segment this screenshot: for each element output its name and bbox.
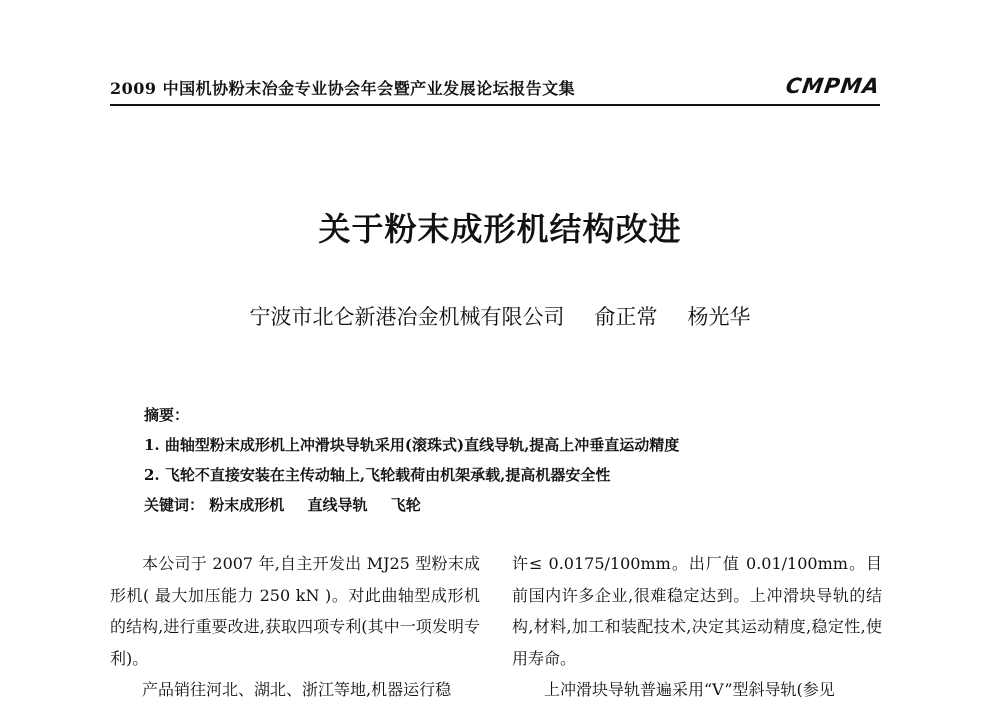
keywords-label: 关键词： xyxy=(144,496,205,514)
author-1: 俞正常 xyxy=(594,305,658,329)
body-column-right xyxy=(512,548,882,706)
cmpma-logo: CMPMA xyxy=(784,74,882,98)
author-2: 杨光华 xyxy=(687,305,751,329)
keywords-row xyxy=(144,494,679,515)
keyword-2: 直线导轨 xyxy=(307,496,368,514)
keyword-3: 飞轮 xyxy=(390,496,421,514)
abstract-item-1: 1. 曲轴型粉末成形机上冲滑块导轨采用(滚珠式)直线导轨,提高上冲垂直运动精度 xyxy=(144,436,680,454)
affiliation-line xyxy=(0,301,1000,331)
abstract xyxy=(144,404,679,515)
running-header: 2009 中国机协粉末冶金专业协会年会暨产业发展论坛报告文集 xyxy=(110,79,576,98)
paper-title: 关于粉末成形机结构改进 xyxy=(318,210,682,248)
left-paragraph-2: 产品销往河北、湖北、浙江等地,机器运行稳 xyxy=(142,680,452,699)
header-rule xyxy=(110,104,880,106)
abstract-item-2: 2. 飞轮不直接安装在主传动轴上,飞轮载荷由机架承载,提高机器安全性 xyxy=(144,466,611,484)
keyword-1: 粉末成形机 xyxy=(209,496,285,514)
right-paragraph-2: 上冲滑块导轨普遍采用“V”型斜导轨(参见 xyxy=(544,680,835,699)
left-paragraph-1: 本公司于 2007 年,自主开发出 MJ25 型粉末成形机( 最大加压能力 250 kN )。对此曲轴型成形机的结构,进行重要改进,获取四项专利(其中一项发明专利)。 xyxy=(110,554,480,668)
organization: 宁波市北仑新港冶金机械有限公司 xyxy=(249,305,565,329)
abstract-heading: 摘要： xyxy=(144,406,190,424)
body-column-left xyxy=(110,548,480,706)
right-paragraph-1: 许≤ 0.0175/100mm。出厂值 0.01/100mm。目前国内许多企业,很难稳定达到。上冲滑块导轨的结构,材料,加工和装配技术,决定其运动精度,稳定性,使用寿命。 xyxy=(512,554,882,668)
